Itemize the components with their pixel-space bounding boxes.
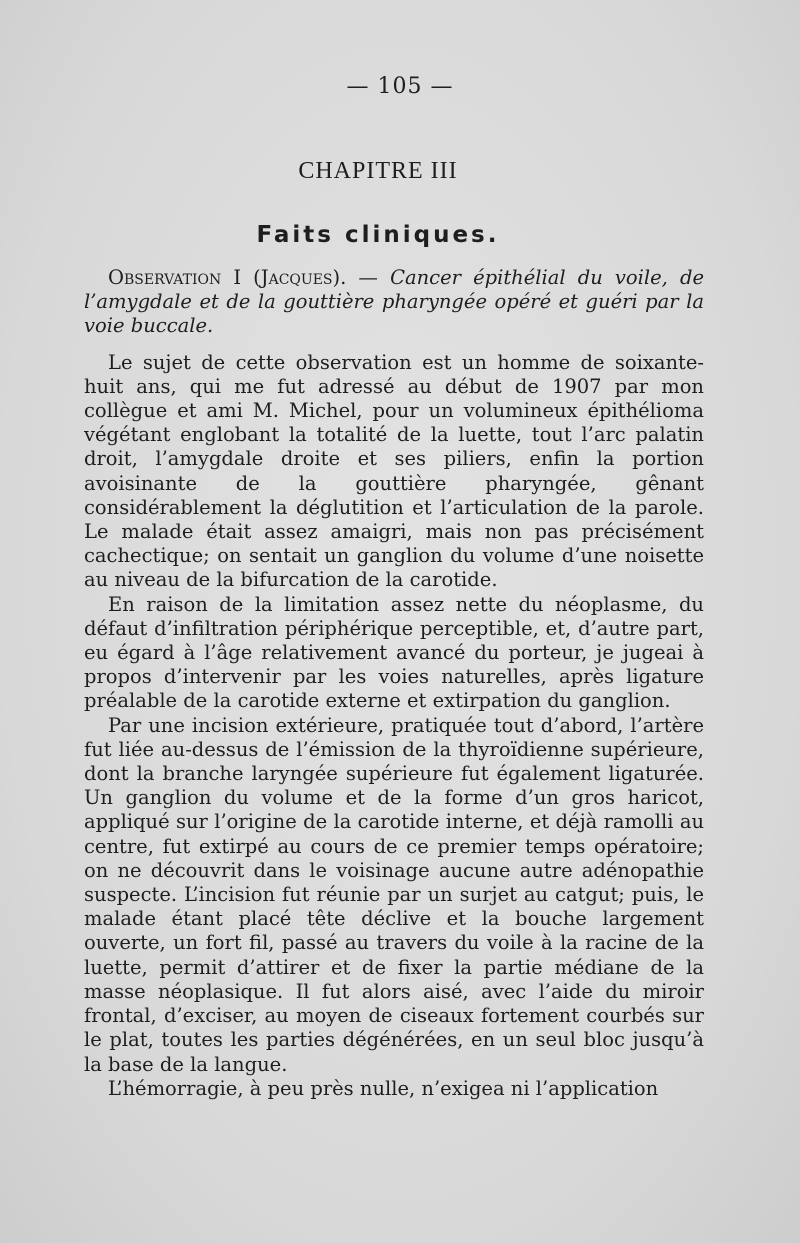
observation-heading — [84, 266, 704, 339]
chapter-title: CHAPITRE III — [298, 158, 458, 184]
body-text — [84, 266, 704, 1101]
paragraph-4: L’hémorragie, à peu près nulle, n’exigea ni l’application — [108, 1076, 659, 1100]
paragraph-2: En raison de la limitation assez nette du néoplasme, du défaut d’infiltration périphérique perceptible, et, d’autre part, eu égard à l’âge relativement avancé du porteur, je jugeai à propos d’intervenir par les voies naturelles, après ligature préalable de la carotide externe et extirpation du ganglion. — [84, 592, 704, 713]
paragraph-3: Par une incision extérieure, pratiquée tout d’abord, l’artère fut liée au-dessus de l’émission de la thyroïdienne supérieure, dont la branche laryngée supérieure fut également ligaturée. Un ganglion du volume et de la forme d’un gros haricot, appliqué sur l’origine de la carotide interne, et déjà ramolli au centre, fut extirpé au cours de ce premier temps opératoire; on ne découvrit dans le voisinage aucune autre adénopathie suspecte. L’incision fut réunie par un surjet au catgut; puis, le malade étant placé tête déclive et la bouche largement ouverte, un fort fil, passé au travers du voile à la racine de la luette, permit d’attirer et de fixer la partie médiane de la masse néoplasique. Il fut alors aisé, avec l’aide du miroir frontal, d’exciser, au moyen de ciseaux fortement courbés sur le plat, toutes les parties dégénérées, en un seul bloc jusqu’à la base de la langue. — [84, 713, 704, 1076]
page-number: — 105 — — [346, 74, 454, 99]
observation-dash: — — [346, 266, 391, 289]
observation-label: Observation I (Jacques). — [108, 266, 347, 289]
observation-title: Cancer épithélial du voile, de l’amygdale et de la gouttière pharyngée opéré et guéri par la voie buccale. — [84, 266, 704, 338]
paragraph-1: Le sujet de cette observation est un homme de soixante-huit ans, qui me fut adressé au début de 1907 par mon collègue et ami M. Michel, pour un volumineux épithélioma végétant englobant la totalité de la luette, tout l’arc palatin droit, l’amygdale droite et ses piliers, enfin la portion avoisinante de la gouttière pharyngée, gênant considérablement la déglutition et l’articulation de la parole. Le malade était assez amaigri, mais non pas précisément cachectique; on sentait un ganglion du volume d’une noisette au niveau de la bifurcation de la carotide. — [84, 350, 704, 592]
section-title: Faits cliniques. — [256, 222, 500, 248]
